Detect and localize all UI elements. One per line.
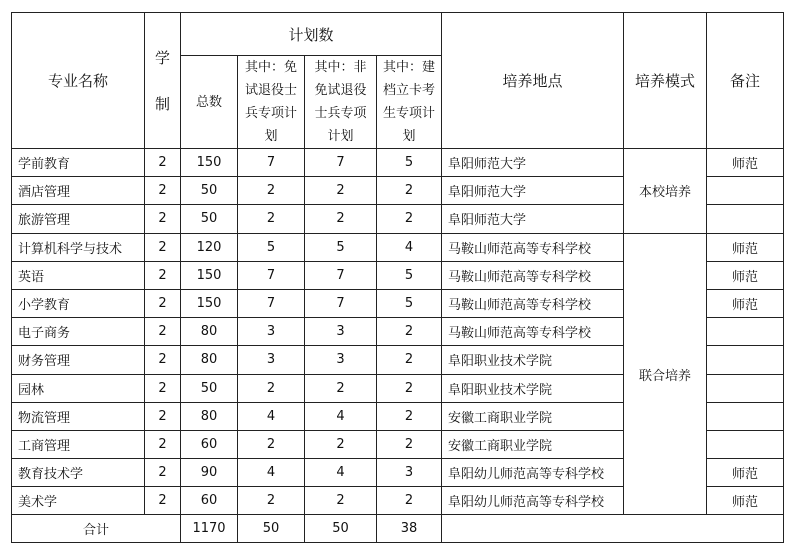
poverty-cell: 5 xyxy=(377,289,442,317)
total-cell: 80 xyxy=(181,346,238,374)
location-cell: 阜阳幼儿师范高等专科学校 xyxy=(442,459,624,487)
nonexempt-soldier-cell: 3 xyxy=(305,318,377,346)
major-cell: 物流管理 xyxy=(12,402,145,430)
poverty-cell: 2 xyxy=(377,402,442,430)
totals-poverty: 38 xyxy=(377,515,442,543)
years-cell: 2 xyxy=(145,402,181,430)
totals-empty xyxy=(442,515,784,543)
exempt-soldier-cell: 2 xyxy=(238,177,305,205)
nonexempt-soldier-cell: 4 xyxy=(305,459,377,487)
major-cell: 学前教育 xyxy=(12,149,145,177)
major-cell: 园林 xyxy=(12,374,145,402)
nonexempt-soldier-cell: 2 xyxy=(305,205,377,233)
years-cell: 2 xyxy=(145,346,181,374)
note-cell xyxy=(707,402,784,430)
major-cell: 英语 xyxy=(12,261,145,289)
total-cell: 50 xyxy=(181,177,238,205)
exempt-soldier-cell: 4 xyxy=(238,459,305,487)
total-cell: 150 xyxy=(181,149,238,177)
nonexempt-soldier-cell: 2 xyxy=(305,374,377,402)
note-cell xyxy=(707,346,784,374)
total-cell: 90 xyxy=(181,459,238,487)
years-cell: 2 xyxy=(145,205,181,233)
exempt-soldier-cell: 3 xyxy=(238,346,305,374)
exempt-soldier-cell: 7 xyxy=(238,289,305,317)
poverty-cell: 3 xyxy=(377,459,442,487)
totals-row xyxy=(12,515,784,543)
major-cell: 电子商务 xyxy=(12,318,145,346)
poverty-cell: 5 xyxy=(377,149,442,177)
total-cell: 150 xyxy=(181,289,238,317)
total-cell: 120 xyxy=(181,233,238,261)
total-cell: 50 xyxy=(181,205,238,233)
totals-nonexempt-soldier: 50 xyxy=(305,515,377,543)
exempt-soldier-cell: 2 xyxy=(238,205,305,233)
location-cell: 阜阳幼儿师范高等专科学校 xyxy=(442,487,624,515)
years-cell: 2 xyxy=(145,459,181,487)
header-note: 备注 xyxy=(707,13,784,149)
major-cell: 财务管理 xyxy=(12,346,145,374)
location-cell: 阜阳职业技术学院 xyxy=(442,346,624,374)
note-cell xyxy=(707,430,784,458)
major-cell: 教育技术学 xyxy=(12,459,145,487)
exempt-soldier-cell: 7 xyxy=(238,149,305,177)
location-cell: 阜阳师范大学 xyxy=(442,177,624,205)
header-mode: 培养模式 xyxy=(624,13,707,149)
exempt-soldier-cell: 7 xyxy=(238,261,305,289)
years-cell: 2 xyxy=(145,177,181,205)
total-cell: 50 xyxy=(181,374,238,402)
note-cell xyxy=(707,374,784,402)
total-cell: 150 xyxy=(181,261,238,289)
totals-label: 合计 xyxy=(12,515,181,543)
exempt-soldier-cell: 2 xyxy=(238,374,305,402)
exempt-soldier-cell: 2 xyxy=(238,430,305,458)
nonexempt-soldier-cell: 2 xyxy=(305,430,377,458)
exempt-soldier-cell: 4 xyxy=(238,402,305,430)
note-cell: 师范 xyxy=(707,487,784,515)
years-cell: 2 xyxy=(145,318,181,346)
enrollment-plan-table xyxy=(11,12,784,543)
header-location: 培养地点 xyxy=(442,13,624,149)
nonexempt-soldier-cell: 3 xyxy=(305,346,377,374)
location-cell: 马鞍山师范高等专科学校 xyxy=(442,318,624,346)
header-years: 学制 xyxy=(145,13,181,149)
header-total: 总数 xyxy=(181,56,238,149)
header-poverty: 其中：建档立卡考生专项计划 xyxy=(377,56,442,149)
nonexempt-soldier-cell: 4 xyxy=(305,402,377,430)
location-cell: 阜阳师范大学 xyxy=(442,205,624,233)
location-cell: 马鞍山师范高等专科学校 xyxy=(442,261,624,289)
header-major: 专业名称 xyxy=(12,13,145,149)
note-cell: 师范 xyxy=(707,459,784,487)
years-cell: 2 xyxy=(145,261,181,289)
total-cell: 80 xyxy=(181,402,238,430)
location-cell: 阜阳职业技术学院 xyxy=(442,374,624,402)
major-cell: 小学教育 xyxy=(12,289,145,317)
location-cell: 马鞍山师范高等专科学校 xyxy=(442,233,624,261)
note-cell: 师范 xyxy=(707,233,784,261)
location-cell: 安徽工商职业学院 xyxy=(442,430,624,458)
mode-cell: 联合培养 xyxy=(624,233,707,515)
major-cell: 计算机科学与技术 xyxy=(12,233,145,261)
totals-total: 1170 xyxy=(181,515,238,543)
nonexempt-soldier-cell: 7 xyxy=(305,289,377,317)
header-plan: 计划数 xyxy=(181,13,442,56)
nonexempt-soldier-cell: 2 xyxy=(305,177,377,205)
note-cell xyxy=(707,205,784,233)
table-row xyxy=(12,149,784,177)
poverty-cell: 4 xyxy=(377,233,442,261)
note-cell: 师范 xyxy=(707,149,784,177)
mode-cell: 本校培养 xyxy=(624,149,707,234)
nonexempt-soldier-cell: 7 xyxy=(305,261,377,289)
poverty-cell: 2 xyxy=(377,177,442,205)
total-cell: 60 xyxy=(181,430,238,458)
exempt-soldier-cell: 3 xyxy=(238,318,305,346)
nonexempt-soldier-cell: 5 xyxy=(305,233,377,261)
major-cell: 美术学 xyxy=(12,487,145,515)
location-cell: 安徽工商职业学院 xyxy=(442,402,624,430)
poverty-cell: 2 xyxy=(377,346,442,374)
total-cell: 80 xyxy=(181,318,238,346)
poverty-cell: 2 xyxy=(377,430,442,458)
note-cell: 师范 xyxy=(707,261,784,289)
poverty-cell: 2 xyxy=(377,318,442,346)
header-exempt-soldier: 其中：免试退役士兵专项计划 xyxy=(238,56,305,149)
years-cell: 2 xyxy=(145,374,181,402)
note-cell: 师范 xyxy=(707,289,784,317)
nonexempt-soldier-cell: 2 xyxy=(305,487,377,515)
totals-exempt-soldier: 50 xyxy=(238,515,305,543)
location-cell: 阜阳师范大学 xyxy=(442,149,624,177)
location-cell: 马鞍山师范高等专科学校 xyxy=(442,289,624,317)
exempt-soldier-cell: 2 xyxy=(238,487,305,515)
poverty-cell: 2 xyxy=(377,205,442,233)
total-cell: 60 xyxy=(181,487,238,515)
table-row xyxy=(12,233,784,261)
years-cell: 2 xyxy=(145,233,181,261)
major-cell: 工商管理 xyxy=(12,430,145,458)
poverty-cell: 2 xyxy=(377,374,442,402)
note-cell xyxy=(707,318,784,346)
poverty-cell: 2 xyxy=(377,487,442,515)
header-nonexempt-soldier: 其中：非免试退役士兵专项计划 xyxy=(305,56,377,149)
years-cell: 2 xyxy=(145,289,181,317)
years-cell: 2 xyxy=(145,487,181,515)
major-cell: 酒店管理 xyxy=(12,177,145,205)
note-cell xyxy=(707,177,784,205)
poverty-cell: 5 xyxy=(377,261,442,289)
exempt-soldier-cell: 5 xyxy=(238,233,305,261)
major-cell: 旅游管理 xyxy=(12,205,145,233)
years-cell: 2 xyxy=(145,430,181,458)
nonexempt-soldier-cell: 7 xyxy=(305,149,377,177)
years-cell: 2 xyxy=(145,149,181,177)
